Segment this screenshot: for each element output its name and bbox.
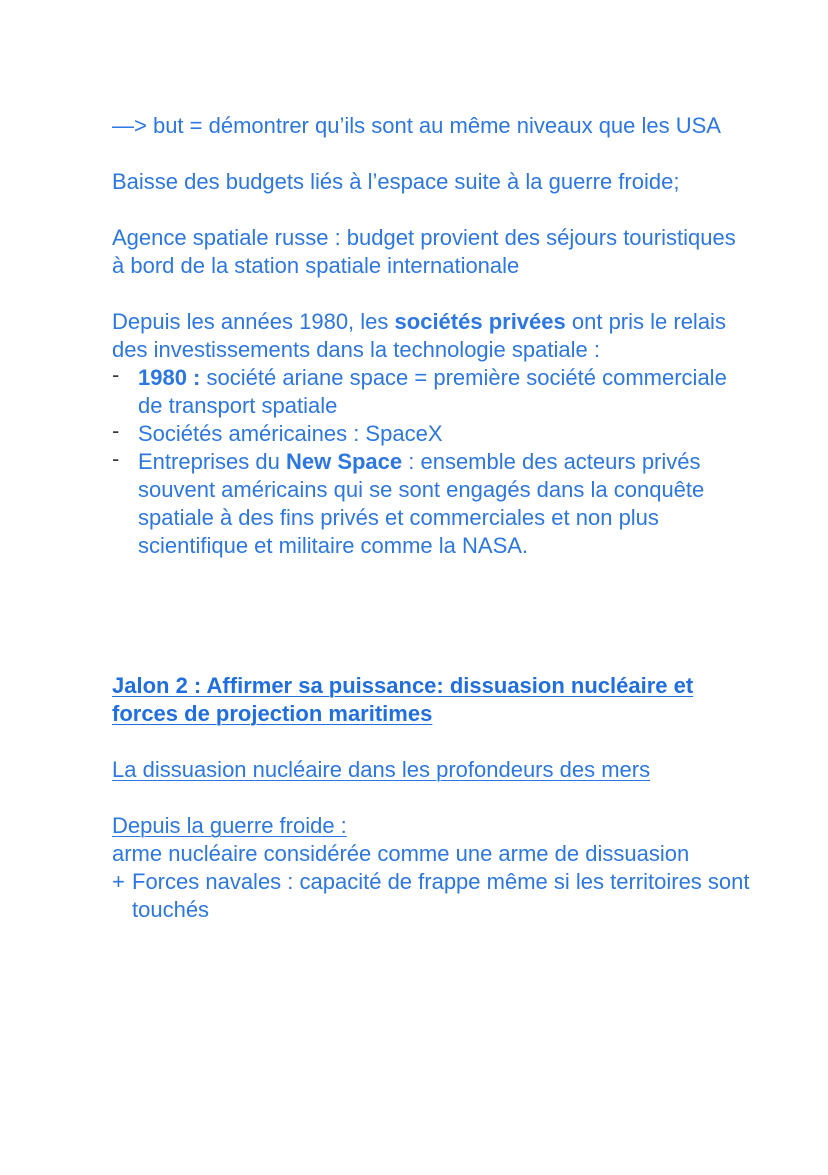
private-intro-before: Depuis les années 1980, les [112, 309, 395, 334]
plus-item-text: Forces navales : capacité de frappe même si les territoires sont touchés [132, 869, 750, 922]
section-heading: Jalon 2 : Affirmer sa puissance: dissuasion nucléaire et forces de projection maritimes [112, 673, 694, 726]
list-item-bold: New Space [285, 449, 403, 474]
list-item [112, 364, 752, 420]
private-intro-after: ont pris le relais des investissements dans la technologie spatiale : [112, 309, 726, 362]
list-item-text: : ensemble des acteurs privés souvent américains qui se sont engagés dans la conquête spatiale à des fins privés et commerciales et non plus scientifique et militaire comme la NASA. [138, 449, 705, 558]
private-intro-bold: sociétés privées [394, 309, 566, 334]
list-item [112, 420, 752, 448]
private-intro-paragraph [112, 308, 752, 364]
document-page [112, 112, 752, 924]
budgets-paragraph: Baisse des budgets liés à l’espace suite à la guerre froide; [112, 169, 680, 194]
list-item-text: Sociétés américaines : SpaceX [138, 421, 443, 446]
sub-heading: La dissuasion nucléaire dans les profondeurs des mers [112, 757, 651, 782]
plus-symbol: + [112, 869, 125, 894]
list-item-text: société ariane space = première société commerciale de transport spatiale [138, 365, 727, 418]
list-item-prefix: Entreprises du [138, 449, 286, 474]
list-item-bold: 1980 : [138, 365, 201, 390]
goal-line: —> but = démontrer qu’ils sont au même niveaux que les USA [112, 113, 721, 138]
agency-paragraph: Agence spatiale russe : budget provient des séjours touristiques à bord de la station spatiale internationale [112, 225, 736, 278]
list-item [112, 448, 752, 560]
since-text: arme nucléaire considérée comme une arme de dissuasion [112, 841, 690, 866]
private-companies-list [112, 364, 752, 560]
plus-item [112, 868, 752, 924]
since-label: Depuis la guerre froide : [112, 813, 347, 838]
